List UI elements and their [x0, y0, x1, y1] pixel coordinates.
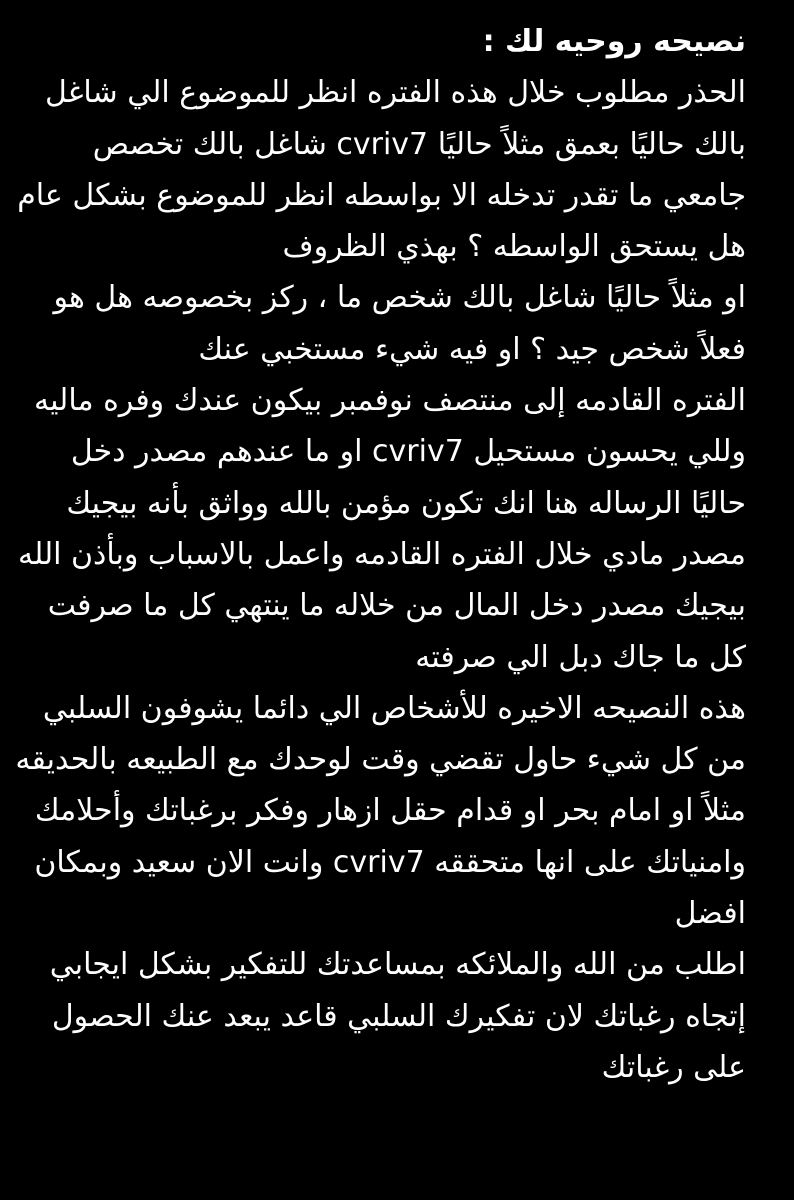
- note-line: على رغباتك: [601, 1049, 746, 1085]
- note-line: هذه النصيحه الاخيره للأشخاص الي دائما يشوفون السلبي: [42, 690, 746, 726]
- note-line: وامنياتك على انها متحققه cvriv7 وانت الان سعيد وبمكان: [34, 844, 746, 880]
- note-line: افضل: [674, 896, 746, 932]
- note-line: هل يستحق الواسطه ؟ بهذي الظروف: [282, 229, 746, 265]
- note-line: إتجاه رغباتك لان تفكيرك السلبي قاعد يبعد عنك الحصول: [51, 998, 746, 1034]
- note-line: اطلب من الله والملائكه بمساعدتك للتفكير بشكل ايجابي: [49, 947, 746, 983]
- note-line: من كل شيء حاول تقضي وقت لوحدك مع الطبيعه بالحديقه: [15, 742, 746, 778]
- note-body: [15, 16, 746, 1093]
- note-line: الفتره القادمه إلى منتصف نوفمبر بيكون عندك وفره ماليه: [34, 383, 746, 419]
- note-line: بيجيك مصدر دخل المال من خلاله ما ينتهي كل ما صرفت: [47, 588, 746, 624]
- note-line: حاليًا الرساله هنا انك تكون مؤمن بالله وواثق بأنه بيجيك: [66, 485, 746, 521]
- note-line: مثلاً او امام بحر او قدام حقل ازهار وفكر برغباتك وأحلامك: [34, 793, 746, 829]
- note-line: جامعي ما تقدر تدخله الا بواسطه انظر للموضوع بشكل عام: [17, 177, 746, 213]
- note-line: كل ما جاك دبل الي صرفته: [415, 639, 746, 675]
- note-line: فعلاً شخص جيد ؟ او فيه شيء مستخبي عنك: [198, 331, 746, 367]
- note-line: او مثلاً حاليًا شاغل بالك شخص ما ، ركز بخصوصه هل هو: [53, 280, 746, 316]
- note-line: مصدر مادي خلال الفتره القادمه واعمل بالاسباب وبأذن الله: [18, 536, 746, 572]
- note-line: بالك حاليًا بعمق مثلاً حاليًا cvriv7 شاغل بالك تخصص: [92, 126, 746, 162]
- note-line: وللي يحسون مستحيل cvriv7 او ما عندهم مصدر دخل: [70, 434, 746, 470]
- note-title: نصيحه روحيه لك :: [482, 24, 746, 59]
- note-line: الحذر مطلوب خلال هذه الفتره انظر للموضوع الي شاغل: [44, 75, 746, 111]
